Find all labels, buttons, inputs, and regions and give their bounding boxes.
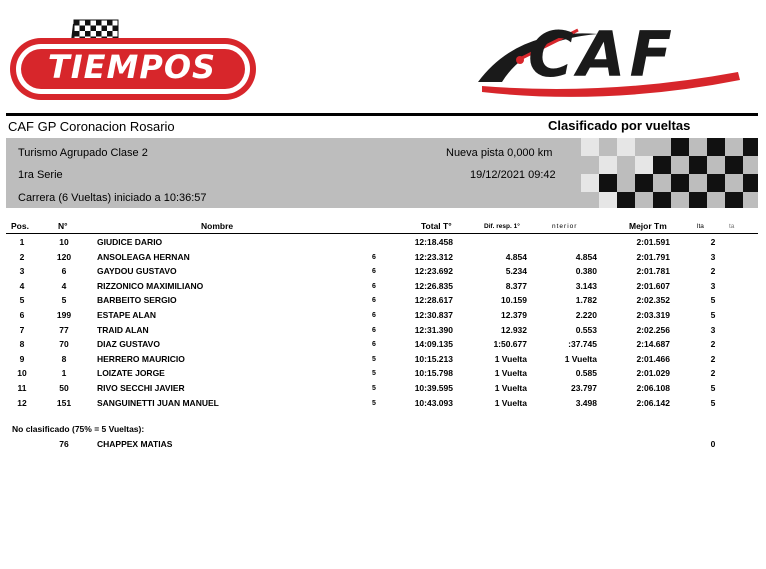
best-time: 2:06.108: [636, 383, 670, 393]
num-cell: 77: [59, 324, 69, 335]
laps-cell: 6: [372, 326, 376, 334]
col-name: Nombre: [201, 221, 234, 231]
num-cell: 5: [61, 295, 67, 306]
best-time: 2:01.466: [636, 353, 670, 364]
driver-name: TRAID ALAN: [97, 324, 149, 335]
best-time: 2:01.781: [636, 266, 670, 277]
num-cell: 70: [59, 339, 69, 350]
best-time: 2:03.319: [636, 310, 670, 320]
total-time: 12:30.837: [414, 310, 453, 320]
laps-cell: 5: [372, 370, 376, 378]
col-diff-prev: nterior: [552, 223, 578, 230]
best-time: 2:01.029: [636, 368, 670, 379]
category-label: Turismo Agrupado Clase 2: [18, 147, 148, 159]
pos-cell: 12: [17, 397, 27, 408]
pos-cell: 8: [19, 339, 25, 350]
col-num: N°: [58, 221, 68, 231]
total-time: 10:15.213: [414, 353, 453, 364]
best-lap: 2: [710, 353, 716, 364]
pos-cell: 3: [19, 266, 25, 277]
num-cell: 8: [61, 353, 67, 364]
header-rule-top: [6, 113, 758, 116]
diff-first: 10.159: [501, 295, 527, 306]
driver-name: RIZZONICO MAXIMILIANO: [97, 280, 204, 291]
total-time: 12:18.458: [414, 237, 453, 247]
driver-name: ANSOLEAGA HERNAN: [97, 251, 190, 262]
race-label: Carrera (6 Vueltas) iniciado a 10:36:57: [18, 192, 207, 204]
best-lap: 3: [710, 324, 716, 335]
caf-logo-text: CAF: [528, 18, 676, 91]
total-time: 10:39.595: [414, 383, 453, 393]
num-cell: 76: [59, 439, 69, 449]
diff-prev: 3.498: [575, 397, 597, 408]
best-time: 2:02.352: [636, 295, 670, 306]
report-type: Clasificado por vueltas: [548, 118, 691, 133]
best-time: 2:14.687: [636, 339, 670, 350]
total-time: 12:23.692: [414, 266, 453, 277]
pos-cell: 2: [19, 251, 25, 262]
diff-prev: 3.143: [575, 280, 597, 291]
laps-cell: 5: [372, 399, 376, 407]
diff-prev: 23.797: [571, 383, 597, 393]
diff-first: 5.234: [505, 266, 527, 277]
best-lap: 5: [710, 310, 716, 320]
driver-name: GIUDICE DARIO: [97, 237, 163, 247]
laps-cell: 6: [372, 341, 376, 349]
driver-name: LOIZATE JORGE: [97, 368, 165, 379]
driver-name: ESTAPE ALAN: [97, 310, 157, 320]
total-time: 12:31.390: [414, 324, 453, 335]
laps-cell: 6: [372, 297, 376, 305]
best-time: 2:01.607: [636, 280, 670, 291]
pos-cell: 7: [19, 324, 25, 335]
checkered-pattern: [571, 138, 758, 208]
total-time: 14:09.135: [414, 339, 453, 350]
driver-name: SANGUINETTI JUAN MANUEL: [97, 397, 219, 408]
total-time: 10:15.798: [414, 368, 453, 379]
event-title: CAF GP Coronacion Rosario: [8, 119, 175, 134]
best-lap: 2: [710, 339, 716, 350]
best-lap: 2: [710, 237, 716, 247]
best-lap: 3: [710, 280, 716, 291]
diff-first: 12.932: [501, 324, 527, 335]
num-cell: 1: [61, 368, 67, 379]
laps-cell: 6: [372, 268, 376, 276]
diff-first: 1 Vuelta: [494, 383, 527, 393]
num-cell: 120: [56, 251, 72, 262]
num-cell: 4: [61, 280, 67, 291]
pos-cell: 11: [17, 383, 27, 393]
total-time: 12:23.312: [414, 251, 453, 262]
diff-first: 8.377: [505, 280, 527, 291]
diff-first: 1 Vuelta: [494, 397, 527, 408]
best-lap: 0: [710, 439, 716, 449]
laps-cell: 6: [372, 312, 376, 319]
total-time: 12:28.617: [414, 295, 453, 306]
total-time: 10:43.093: [414, 397, 453, 408]
driver-name: CHAPPEX MATIAS: [97, 439, 173, 449]
col-total: Total T°: [421, 221, 452, 231]
best-lap: 3: [710, 251, 716, 262]
best-lap: 2: [710, 368, 716, 379]
table-header-rule: [6, 233, 758, 234]
best-time: 2:02.256: [636, 324, 670, 335]
driver-name: DIAZ GUSTAVO: [97, 339, 160, 350]
tiempos-logo-text: TIEMPOS: [47, 48, 217, 86]
track-label: Nueva pista 0,000 km: [446, 147, 553, 159]
num-cell: 6: [61, 266, 67, 277]
pos-cell: 1: [19, 237, 25, 247]
diff-prev: 0.585: [575, 368, 597, 379]
diff-prev: 1.782: [575, 295, 597, 306]
driver-name: GAYDOU GUSTAVO: [97, 266, 177, 277]
pos-cell: 5: [19, 295, 25, 306]
col-extra: ta: [729, 223, 735, 230]
diff-first: 1:50.677: [493, 339, 527, 350]
pos-cell: 6: [19, 310, 25, 320]
col-lap: lta: [697, 223, 704, 230]
laps-cell: 5: [372, 385, 376, 392]
diff-first: 4.854: [505, 251, 527, 262]
driver-name: RIVO SECCHI JAVIER: [97, 383, 185, 393]
pos-cell: 9: [19, 353, 25, 364]
pos-cell: 10: [17, 368, 27, 379]
best-time: 2:06.142: [636, 397, 670, 408]
best-time: 2:01.591: [636, 237, 670, 247]
diff-prev: 0.380: [575, 266, 597, 277]
best-lap: 2: [710, 266, 716, 277]
total-time: 12:26.835: [414, 280, 453, 291]
diff-prev: 1 Vuelta: [564, 353, 597, 364]
diff-prev: :37.745: [568, 339, 597, 350]
best-lap: 5: [710, 383, 716, 393]
diff-prev: 4.854: [575, 251, 597, 262]
col-pos: Pos.: [11, 221, 29, 231]
diff-prev: 2.220: [575, 310, 597, 320]
laps-cell: 5: [372, 355, 376, 363]
num-cell: 10: [59, 237, 69, 247]
num-cell: 199: [56, 310, 72, 320]
series-label: 1ra Serie: [18, 169, 63, 181]
session-info-band: [6, 138, 758, 208]
driver-name: BARBEITO SERGIO: [97, 295, 177, 306]
pos-cell: 4: [19, 280, 25, 291]
not-classified-title: No clasificado (75% = 5 Vueltas):: [12, 424, 145, 434]
col-best: Mejor Tm: [629, 221, 667, 231]
laps-cell: 6: [372, 253, 376, 261]
best-lap: 5: [710, 397, 716, 408]
best-time: 2:01.791: [636, 251, 670, 262]
diff-prev: 0.553: [575, 324, 597, 335]
diff-first: 1 Vuelta: [494, 368, 527, 379]
diff-first: 12.379: [501, 310, 527, 320]
driver-name: HERRERO MAURICIO: [97, 353, 185, 364]
datetime-label: 19/12/2021 09:42: [470, 169, 556, 181]
num-cell: 151: [56, 397, 72, 408]
best-lap: 5: [710, 295, 716, 306]
num-cell: 50: [59, 383, 69, 393]
col-diff-first: Dif. resp. 1°: [484, 223, 520, 230]
diff-first: 1 Vuelta: [494, 353, 527, 364]
laps-cell: 6: [372, 282, 376, 290]
